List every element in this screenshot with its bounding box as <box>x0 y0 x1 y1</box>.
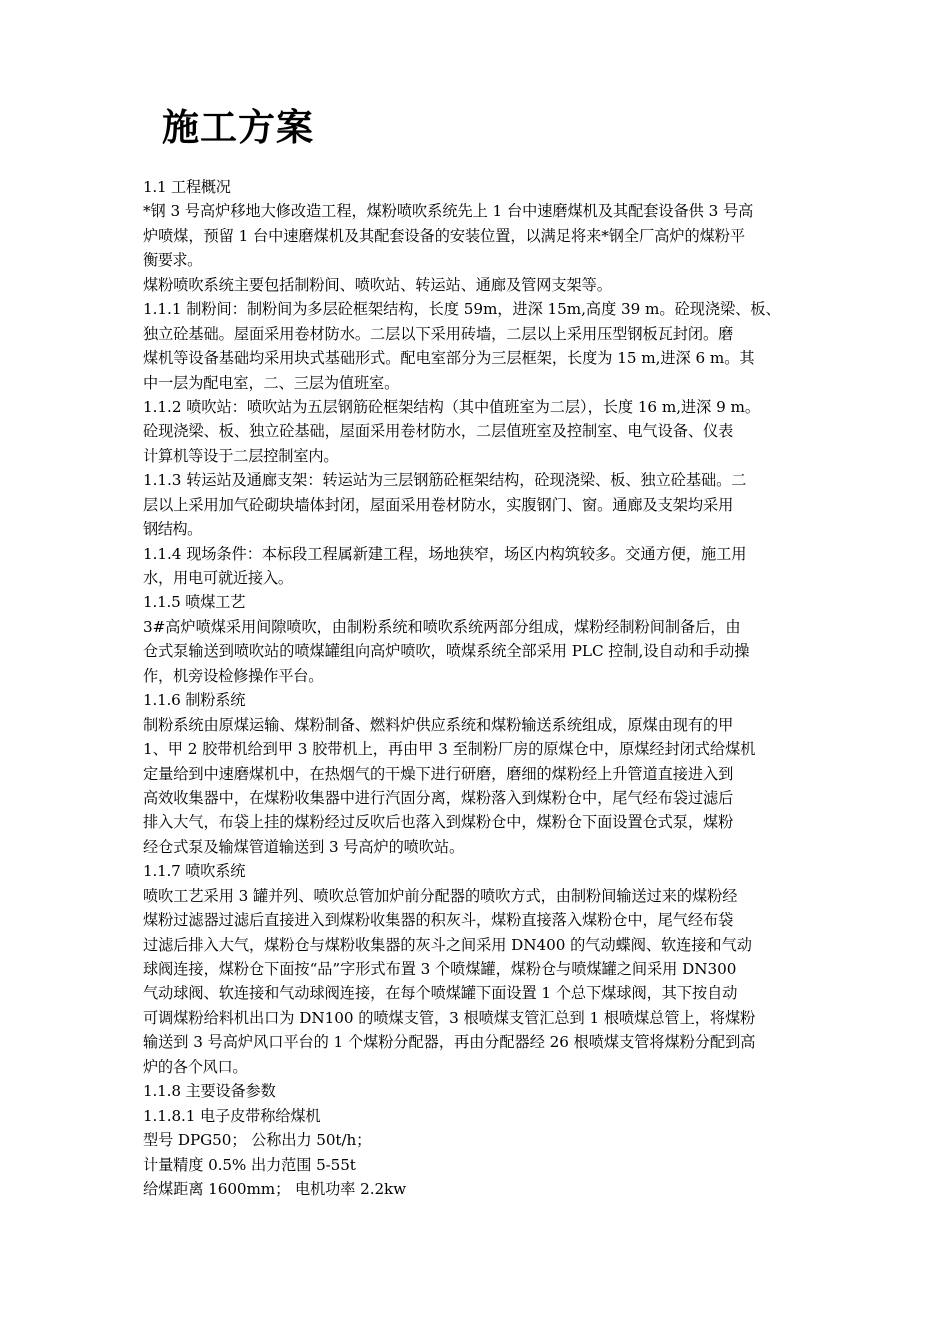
document-body <box>143 175 813 1201</box>
text-line: 1.1.4 现场条件：本标段工程属新建工程，场地狭窄，场区内构筑较多。交通方便，施工用 <box>143 544 747 563</box>
text-line: 高效收集器中，在煤粉收集器中进行汽固分离，煤粉落入到煤粉仓中，尾气经布袋过滤后 <box>143 788 734 807</box>
text-line: 过滤后排入大气，煤粉仓与煤粉收集器的灰斗之间采用 DN400 的气动蝶阀、软连接和气动 <box>143 935 752 954</box>
text-line: 喷吹工艺采用 3 罐并列、喷吹总管加炉前分配器的喷吹方式，由制粉间输送过来的煤粉经 <box>143 886 738 905</box>
text-line: 制粉系统由原煤运输、煤粉制备、燃料炉供应系统和煤粉输送系统组成，原煤由现有的甲 <box>143 715 734 734</box>
text-line: 给煤距离 1600mm； 电机功率 2.2kw <box>143 1179 407 1198</box>
text-line: 输送到 3 号高炉风口平台的 1 个煤粉分配器，再由分配器经 26 根喷煤支管将煤粉分配到高 <box>143 1033 756 1052</box>
text-line: 1.1.8.1 电子皮带称给煤机 <box>143 1106 321 1125</box>
text-line: 计算机等设于二层控制室内。 <box>143 446 339 465</box>
text-line: 1.1.8 主要设备参数 <box>143 1082 276 1101</box>
text-line: 煤粉喷吹系统主要包括制粉间、喷吹站、转运站、通廊及管网支架等。 <box>143 275 612 294</box>
text-line: 计量精度 0.5% 出力范围 5-55t <box>143 1155 356 1174</box>
text-line: 3#高炉喷煤采用间隙喷吹，由制粉系统和喷吹系统两部分组成，煤粉经制粉间制备后，由 <box>143 617 741 636</box>
text-line: 炉的各个风口。 <box>143 1057 248 1076</box>
text-line: 1.1.1 制粉间：制粉间为多层砼框架结构，长度 59m，进深 15m,高度 39 m。砼现浇梁、板、 <box>143 300 781 319</box>
text-line: 作，机旁设检修操作平台。 <box>143 666 324 685</box>
text-line: 球阀连接，煤粉仓下面按“品”字形式布置 3 个喷煤罐，煤粉仓与喷煤罐之间采用 DN300 <box>143 960 737 978</box>
text-line: 1.1.7 喷吹系统 <box>143 862 246 881</box>
text-line: 1、甲 2 胶带机给到甲 3 胶带机上，再由甲 3 至制粉厂房的原煤仓中，原煤经封闭式给煤机 <box>143 740 756 759</box>
text-line: *钢 3 号高炉移地大修改造工程，煤粉喷吹系统先上 1 台中速磨煤机及其配套设备供 3 号高 <box>143 202 754 221</box>
text-line: 气动球阀、软连接和气动球阀连接，在每个喷煤罐下面设置 1 个总下煤球阀，其下按自动 <box>143 984 738 1003</box>
text-line: 1.1.2 喷吹站：喷吹站为五层钢筋砼框架结构（其中值班室为二层），长度 16 m,进深 9 m。 <box>143 397 760 416</box>
text-line: 可调煤粉给料机出口为 DN100 的喷煤支管，3 根喷煤支管汇总到 1 根喷煤总管上，将煤粉 <box>143 1008 756 1027</box>
text-line: 型号 DPG50； 公称出力 50t/h； <box>143 1131 372 1150</box>
text-line: 煤粉过滤器过滤后直接进入到煤粉收集器的积灰斗，煤粉直接落入煤粉仓中，尾气经布袋 <box>143 911 734 930</box>
text-line: 1.1 工程概况 <box>143 178 231 196</box>
text-line: 1.1.5 喷煤工艺 <box>143 593 246 612</box>
text-line: 定量给到中速磨煤机中，在热烟气的干燥下进行研磨，磨细的煤粉经上升管道直接进入到 <box>143 764 734 783</box>
text-line: 中一层为配电室，二、三层为值班室。 <box>143 373 400 392</box>
text-line: 1.1.3 转运站及通廊支架：转运站为三层钢筋砼框架结构，砼现浇梁、板、独立砼基础。二 <box>143 471 747 490</box>
document-title: 施工方案 <box>162 105 314 149</box>
text-line: 经仓式泵及输煤管道输送到 3 号高炉的喷吹站。 <box>143 837 465 856</box>
text-line: 层以上采用加气砼砌块墙体封闭，屋面采用卷材防水，实腹钢门、窗。通廊及支架均采用 <box>143 495 734 514</box>
text-line: 1.1.6 制粉系统 <box>143 691 246 710</box>
text-line: 衡要求。 <box>143 251 202 270</box>
text-line: 煤机等设备基础均采用块式基础形式。配电室部分为三层框架，长度为 15 m,进深 6 m。其 <box>143 349 755 368</box>
text-line: 炉喷煤，预留 1 台中速磨煤机及其配套设备的安装位置，以满足将来*钢全厂高炉的煤粉平 <box>143 226 746 245</box>
text-line: 水，用电可就近接入。 <box>143 569 293 587</box>
text-line: 砼现浇梁、板、独立砼基础，屋面采用卷材防水，二层值班室及控制室、电气设备、仪表 <box>143 422 734 441</box>
text-line: 仓式泵输送到喷吹站的喷煤罐组向高炉喷吹，喷煤系统全部采用 PLC 控制,设自动和手动操 <box>143 642 750 661</box>
text-line: 钢结构。 <box>143 520 202 539</box>
text-line: 排入大气，布袋上挂的煤粉经过反吹后也落入到煤粉仓中，煤粉仓下面设置仓式泵，煤粉 <box>143 813 734 832</box>
text-line: 独立砼基础。屋面采用卷材防水。二层以下采用砖墙，二层以上采用压型钢板瓦封闭。磨 <box>143 324 734 343</box>
